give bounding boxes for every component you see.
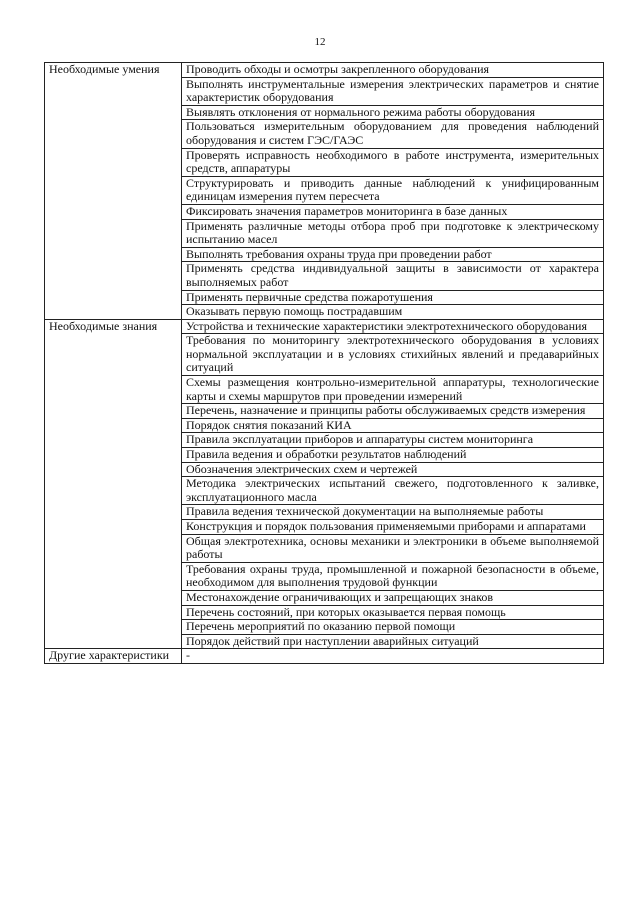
- requirement-item: Правила эксплуатации приборов и аппаратуры систем мониторинга: [182, 433, 604, 448]
- requirement-item: Перечень, назначение и принципы работы обслуживаемых средств измерения: [182, 404, 604, 419]
- section-label: Необходимые знания: [45, 319, 182, 649]
- requirement-item: Требования по мониторингу электротехнического оборудования в условиях нормальной эксплуатации и в условиях стихийных явлений и предаварийных ситуаций: [182, 334, 604, 376]
- page-number: 12: [314, 36, 326, 48]
- requirement-item: Устройства и технические характеристики электротехнического оборудования: [182, 319, 604, 334]
- section-label: Необходимые умения: [45, 63, 182, 320]
- requirement-item: Проверять исправность необходимого в работе инструмента, измерительных средств, аппаратуры: [182, 148, 604, 176]
- requirement-item: Применять первичные средства пожаротушения: [182, 290, 604, 305]
- requirement-item: Порядок снятия показаний КИА: [182, 418, 604, 433]
- requirement-item: Проводить обходы и осмотры закрепленного оборудования: [182, 63, 604, 78]
- requirement-item: Местонахождение ограничивающих и запрещающих знаков: [182, 590, 604, 605]
- requirement-item: Обозначения электрических схем и чертежей: [182, 462, 604, 477]
- requirement-item: Требования охраны труда, промышленной и пожарной безопасности в объеме, необходимом для выполнения трудовой функции: [182, 562, 604, 590]
- requirement-item: Пользоваться измерительным оборудованием для проведения наблюдений оборудования и систем ГЭС/ГАЭС: [182, 120, 604, 148]
- requirements-table: [44, 62, 604, 664]
- requirement-item: Оказывать первую помощь пострадавшим: [182, 305, 604, 320]
- requirement-item: Выполнять требования охраны труда при проведении работ: [182, 247, 604, 262]
- section-label: Другие характеристики: [45, 649, 182, 664]
- requirement-item: Перечень состояний, при которых оказывается первая помощь: [182, 605, 604, 620]
- requirement-item: Правила ведения технической документации на выполняемые работы: [182, 505, 604, 520]
- requirement-item: Схемы размещения контрольно-измерительной аппаратуры, технологические карты и схемы маршрутов при проведении измерений: [182, 376, 604, 404]
- table-row: [45, 649, 604, 664]
- requirement-item: Выявлять отклонения от нормального режима работы оборудования: [182, 105, 604, 120]
- requirement-item: Применять средства индивидуальной защиты в зависимости от характера выполняемых работ: [182, 262, 604, 290]
- requirement-item: Методика электрических испытаний свежего, подготовленного к заливке, эксплуатационного масла: [182, 477, 604, 505]
- requirement-item: Общая электротехника, основы механики и электроники в объеме выполняемой работы: [182, 534, 604, 562]
- requirement-item: Правила ведения и обработки результатов наблюдений: [182, 448, 604, 463]
- requirement-item: Перечень мероприятий по оказанию первой помощи: [182, 620, 604, 635]
- requirement-item: Порядок действий при наступлении аварийных ситуаций: [182, 634, 604, 649]
- requirement-item: -: [182, 649, 604, 664]
- requirement-item: Фиксировать значения параметров мониторинга в базе данных: [182, 204, 604, 219]
- requirement-item: Конструкция и порядок пользования применяемыми приборами и аппаратами: [182, 520, 604, 535]
- requirement-item: Применять различные методы отбора проб при подготовке к электрическому испытанию масел: [182, 219, 604, 247]
- table-row: [45, 319, 604, 334]
- table-row: [45, 63, 604, 78]
- requirement-item: Структурировать и приводить данные наблюдений к унифицированным единицам измерения путем пересчета: [182, 176, 604, 204]
- requirement-item: Выполнять инструментальные измерения электрических параметров и снятие характеристик оборудования: [182, 77, 604, 105]
